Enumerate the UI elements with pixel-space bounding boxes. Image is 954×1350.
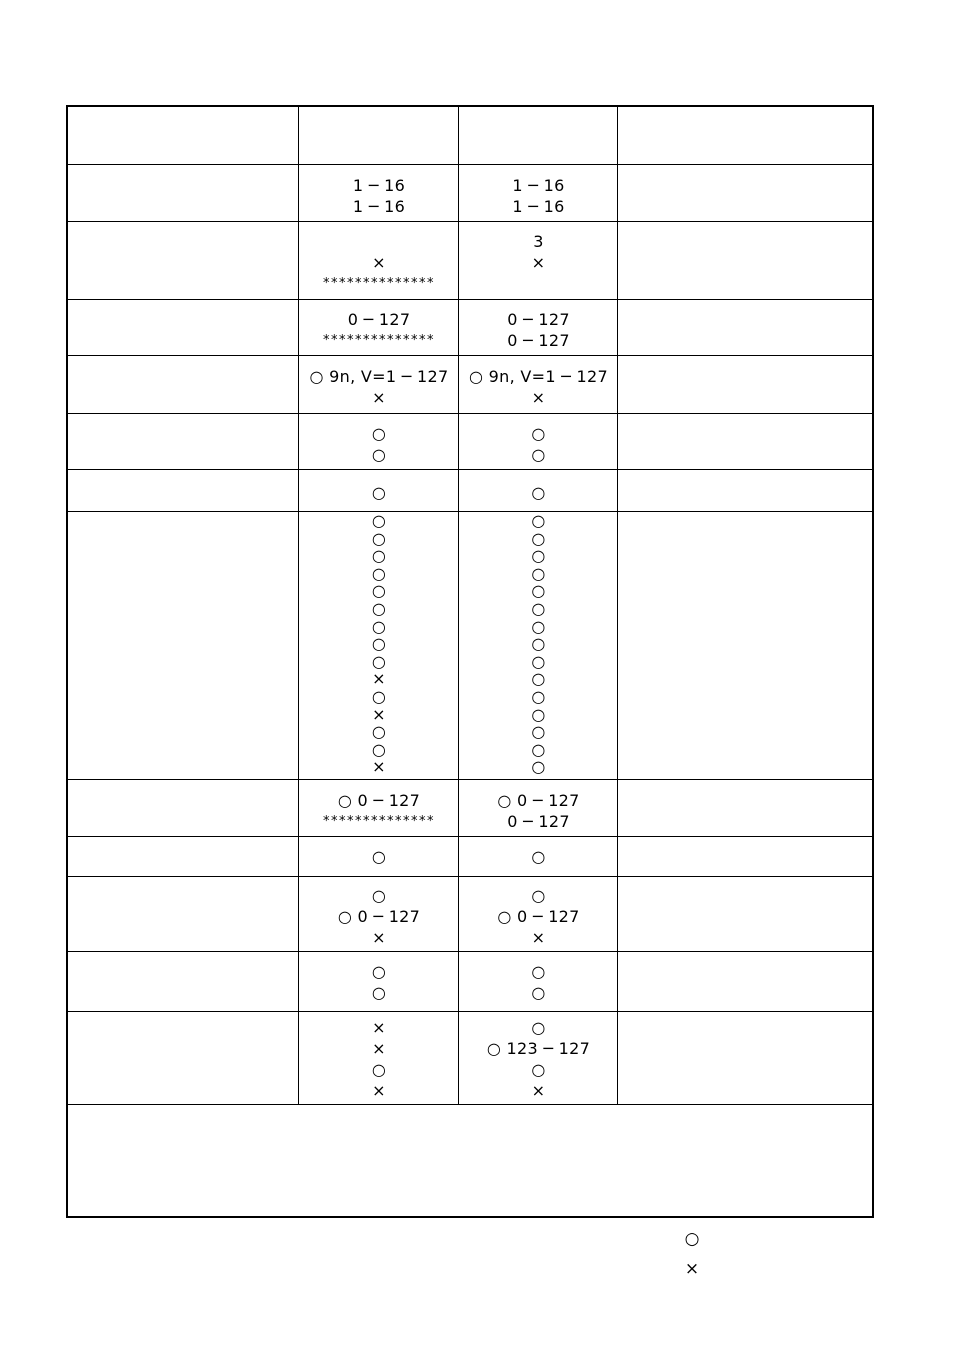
cell-line: × <box>531 253 546 272</box>
cell-line: ************** <box>323 333 435 348</box>
row-divider <box>68 1104 872 1105</box>
cell-line: ○ <box>371 598 387 618</box>
cell-line: ○ <box>531 847 546 866</box>
cell-line: ○ <box>371 651 387 671</box>
transmitted-cell <box>300 423 458 465</box>
row-divider <box>68 951 872 952</box>
transmitted-cell <box>300 512 458 776</box>
cell-line: ○ <box>531 886 546 905</box>
cell-line: ○ <box>531 511 546 530</box>
cell-line: ○ <box>371 483 387 502</box>
cell-line: ○ 9n, V=1 ─ 127 <box>309 367 449 386</box>
cell-line: ○ <box>371 886 387 905</box>
cell-line: ○ <box>371 445 387 464</box>
midi-implementation-table <box>66 105 874 1218</box>
cell-line: × <box>531 1081 546 1100</box>
cell-line: 3 <box>533 232 544 251</box>
cell-line: ○ <box>371 546 387 566</box>
cell-line: × <box>372 1018 386 1037</box>
cell-line: ○ <box>371 722 387 742</box>
cell-line: ○ <box>531 1060 546 1079</box>
cell-line: ○ <box>371 563 387 583</box>
cell-line: ************** <box>323 276 435 291</box>
cell-line: ○ <box>371 847 387 866</box>
recognized-cell <box>460 846 617 867</box>
transmitted-cell <box>300 309 458 351</box>
column-divider <box>458 107 459 1104</box>
cell-line: ○ <box>531 528 546 548</box>
cell-line: × <box>372 1039 386 1058</box>
cell-line: ○ <box>371 634 387 654</box>
cell-line: ○ <box>531 651 546 671</box>
cell-line: ○ <box>371 739 387 759</box>
cell-line: ○ <box>531 722 546 742</box>
recognized-cell <box>460 231 617 273</box>
transmitted-cell <box>300 961 458 1003</box>
cell-line: ○ <box>531 1018 546 1037</box>
row-divider <box>68 779 872 780</box>
cell-line: ○ 0 ─ 127 <box>497 907 580 926</box>
row-divider <box>68 1011 872 1012</box>
transmitted-cell <box>300 846 458 867</box>
transmitted-cell <box>300 1017 458 1101</box>
cell-line: ○ 9n, V=1 ─ 127 <box>469 367 608 386</box>
recognized-cell <box>460 512 617 776</box>
cell-line: × <box>531 928 546 947</box>
cell-line: ○ <box>531 669 546 689</box>
cell-line: ○ 0 ─ 127 <box>497 791 580 810</box>
cell-line: ○ <box>531 445 546 464</box>
cell-line: ○ <box>531 483 546 502</box>
transmitted-cell <box>300 482 458 503</box>
row-divider <box>68 836 872 837</box>
cell-line: ○ <box>531 983 546 1002</box>
transmitted-cell <box>300 366 458 408</box>
row-divider <box>68 164 872 165</box>
row-divider <box>68 355 872 356</box>
cell-line: ○ <box>371 581 387 601</box>
transmitted-cell <box>300 175 458 217</box>
transmitted-cell <box>300 885 458 948</box>
cell-line: ○ 123 ─ 127 <box>486 1039 591 1058</box>
cell-line: ○ <box>531 962 546 981</box>
row-divider <box>68 876 872 877</box>
cell-line: 1 ─ 16 <box>352 176 406 195</box>
cell-line: ○ <box>371 962 387 981</box>
cell-line: ○ <box>371 1060 387 1079</box>
cell-line: × <box>372 669 386 689</box>
cell-line: 0 ─ 127 <box>507 812 570 831</box>
cell-line: ○ <box>371 686 387 706</box>
legend-yes-symbol: ○ <box>684 1229 700 1249</box>
recognized-cell <box>460 790 617 832</box>
cell-line: 1 ─ 16 <box>352 197 406 216</box>
recognized-cell <box>460 175 617 217</box>
cell-line: ○ <box>371 616 387 636</box>
cell-line: × <box>531 388 546 407</box>
recognized-cell <box>460 482 617 503</box>
cell-line: ○ <box>531 424 546 443</box>
legend-no-symbol: × <box>684 1259 700 1279</box>
transmitted-cell <box>300 231 458 294</box>
cell-line: 1 ─ 16 <box>512 197 565 216</box>
cell-line: 0 ─ 127 <box>347 310 411 329</box>
cell-line: × <box>372 1081 386 1100</box>
cell-line: ○ 0 ─ 127 <box>337 791 421 810</box>
cell-line: ○ <box>531 634 546 654</box>
cell-line: ○ <box>531 616 546 636</box>
cell-line: × <box>372 253 386 272</box>
recognized-cell <box>460 1017 617 1101</box>
row-divider <box>68 299 872 300</box>
cell-line: ○ <box>371 983 387 1002</box>
cell-line: ○ <box>371 511 387 530</box>
row-divider <box>68 469 872 470</box>
cell-line: × <box>372 704 386 724</box>
cell-line: ************** <box>323 814 435 829</box>
cell-line: × <box>372 757 386 777</box>
cell-line: × <box>372 928 386 947</box>
cell-line: ○ 0 ─ 127 <box>337 907 421 926</box>
cell-line: 0 ─ 127 <box>507 331 570 350</box>
cell-line: ○ <box>531 598 546 618</box>
cell-line: ○ <box>531 704 546 724</box>
cell-line: 1 ─ 16 <box>512 176 565 195</box>
row-divider <box>68 413 872 414</box>
cell-line: ○ <box>531 563 546 583</box>
recognized-cell <box>460 885 617 948</box>
cell-line: ○ <box>531 739 546 759</box>
cell-line: ○ <box>531 581 546 601</box>
row-divider <box>68 221 872 222</box>
recognized-cell <box>460 309 617 351</box>
transmitted-cell <box>300 790 458 832</box>
cell-line: × <box>372 388 386 407</box>
cell-line: ○ <box>531 757 546 777</box>
recognized-cell <box>460 961 617 1003</box>
column-divider <box>298 107 299 1104</box>
recognized-cell <box>460 366 617 408</box>
cell-line: ○ <box>371 424 387 443</box>
cell-line: ○ <box>531 546 546 566</box>
cell-line: 0 ─ 127 <box>507 310 570 329</box>
cell-line: ○ <box>371 528 387 548</box>
recognized-cell <box>460 423 617 465</box>
cell-line: ○ <box>531 686 546 706</box>
column-divider <box>617 107 618 1104</box>
